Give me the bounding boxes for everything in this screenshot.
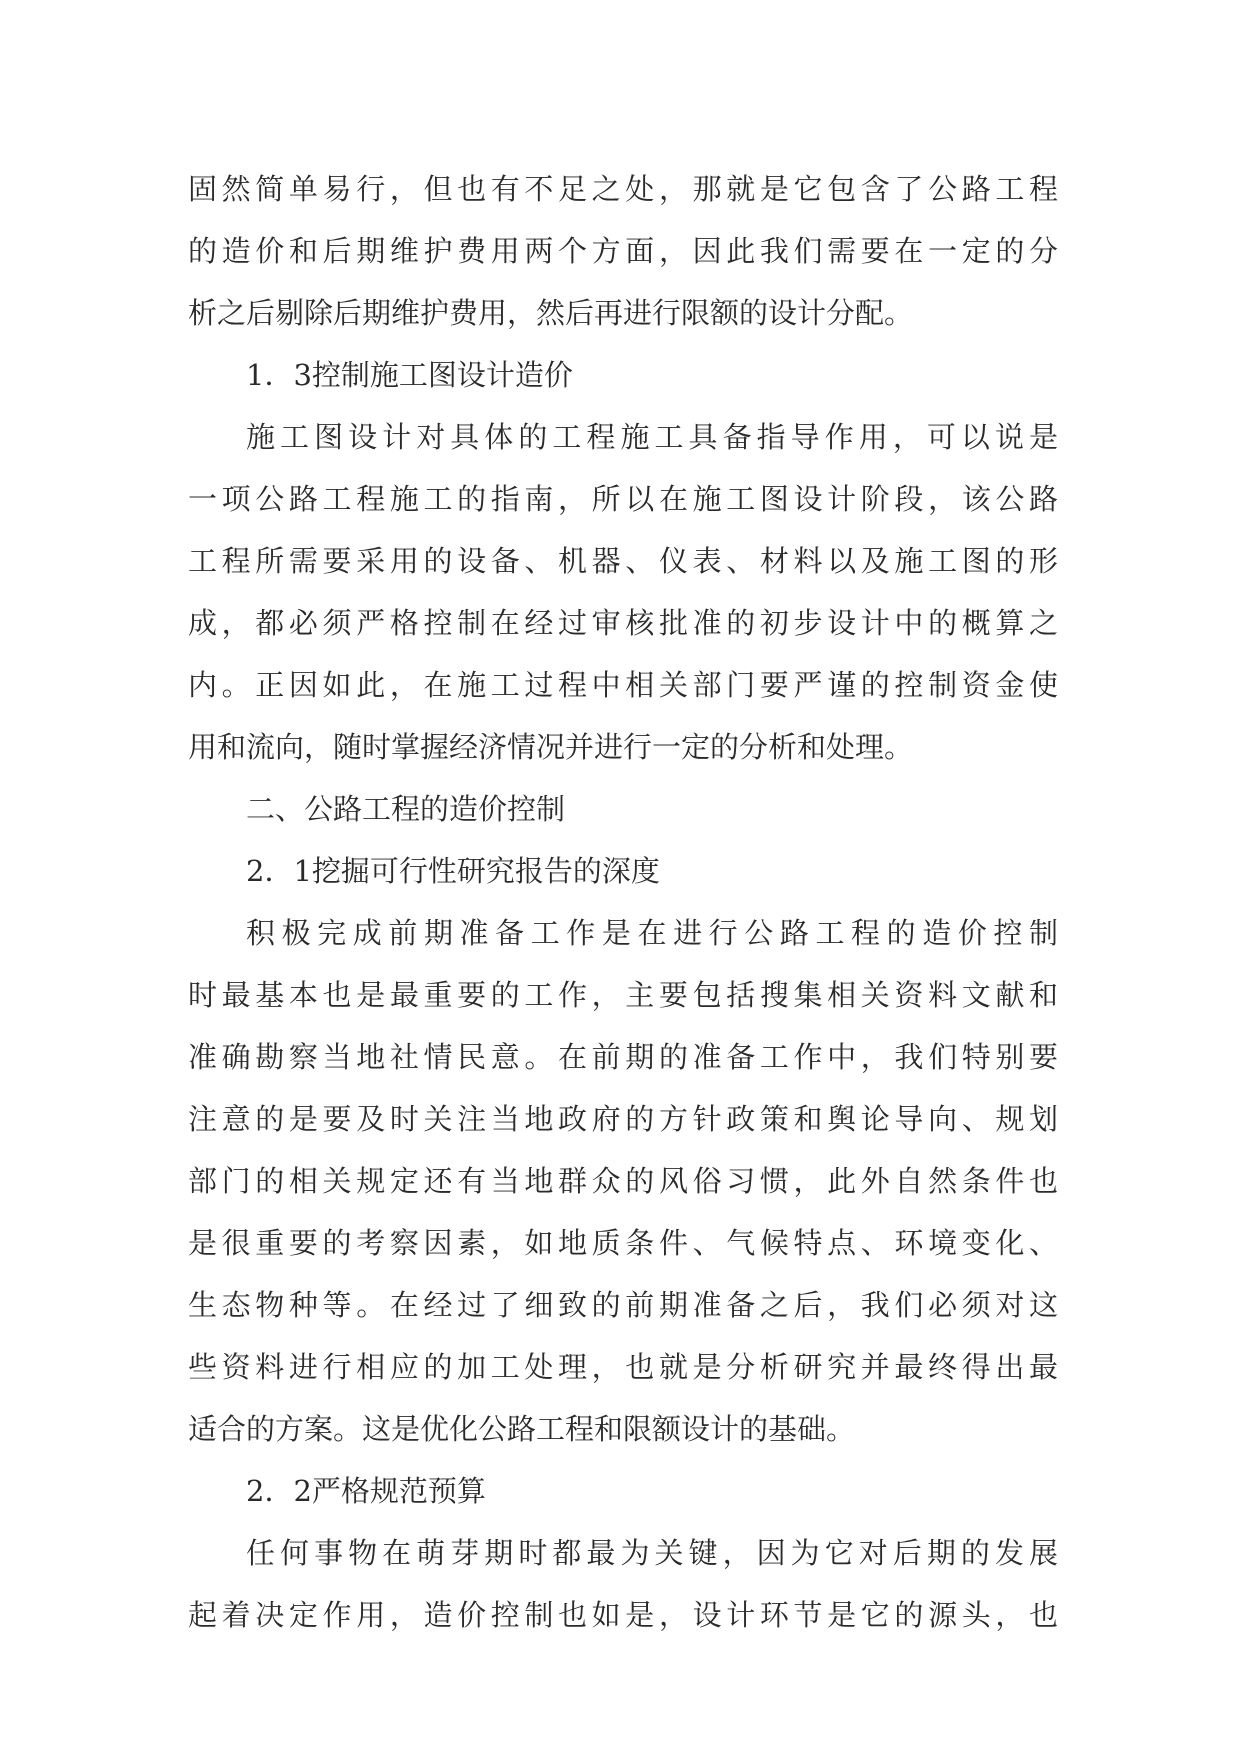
paragraph-line: 一项公路工程施工的指南，所以在施工图设计阶段，该公路: [188, 482, 1058, 516]
paragraph-line: 时最基本也是最重要的工作，主要包括搜集相关资料文献和: [188, 978, 1058, 1012]
paragraph-line: 施工图设计对具体的工程施工具备指导作用，可以说是: [246, 420, 1058, 454]
paragraph-line: 内。正因如此，在施工过程中相关部门要严谨的控制资金使: [188, 668, 1058, 702]
paragraph-line: 是很重要的考察因素，如地质条件、气候特点、环境变化、: [188, 1226, 1058, 1260]
body-text: [188, 158, 1058, 1646]
paragraph-line: 成，都必须严格控制在经过审核批准的初步设计中的概算之: [188, 606, 1058, 640]
paragraph-line: 准确勘察当地社情民意。在前期的准备工作中，我们特别要: [188, 1040, 1058, 1074]
section-heading: 2．2严格规范预算: [246, 1474, 486, 1508]
section-heading: 二、公路工程的造价控制: [246, 792, 566, 826]
paragraph-line: 部门的相关规定还有当地群众的风俗习惯，此外自然条件也: [188, 1164, 1058, 1198]
paragraph-line: 适合的方案。这是优化公路工程和限额设计的基础。: [188, 1412, 856, 1446]
section-heading: 1．3控制施工图设计造价: [246, 358, 573, 392]
paragraph-line: 积极完成前期准备工作是在进行公路工程的造价控制: [246, 916, 1058, 950]
paragraph-line: 固然简单易行，但也有不足之处，那就是它包含了公路工程: [188, 172, 1058, 206]
paragraph-line: 用和流向，随时掌握经济情况并进行一定的分析和处理。: [188, 730, 914, 764]
paragraph-line: 工程所需要采用的设备、机器、仪表、材料以及施工图的形: [188, 544, 1058, 578]
paragraph-line: 注意的是要及时关注当地政府的方针政策和舆论导向、规划: [188, 1102, 1058, 1136]
paragraph-line: 任何事物在萌芽期时都最为关键，因为它对后期的发展: [246, 1536, 1058, 1570]
paragraph-line: 些资料进行相应的加工处理，也就是分析研究并最终得出最: [188, 1350, 1058, 1384]
paragraph-line: 生态物种等。在经过了细致的前期准备之后，我们必须对这: [188, 1288, 1058, 1322]
section-heading: 2．1挖掘可行性研究报告的深度: [246, 854, 660, 888]
paragraph-line: 的造价和后期维护费用两个方面，因此我们需要在一定的分: [188, 234, 1058, 268]
paragraph-line: 起着决定作用，造价控制也如是，设计环节是它的源头，也: [188, 1598, 1058, 1632]
paragraph-line: 析之后剔除后期维护费用，然后再进行限额的设计分配。: [188, 296, 914, 330]
